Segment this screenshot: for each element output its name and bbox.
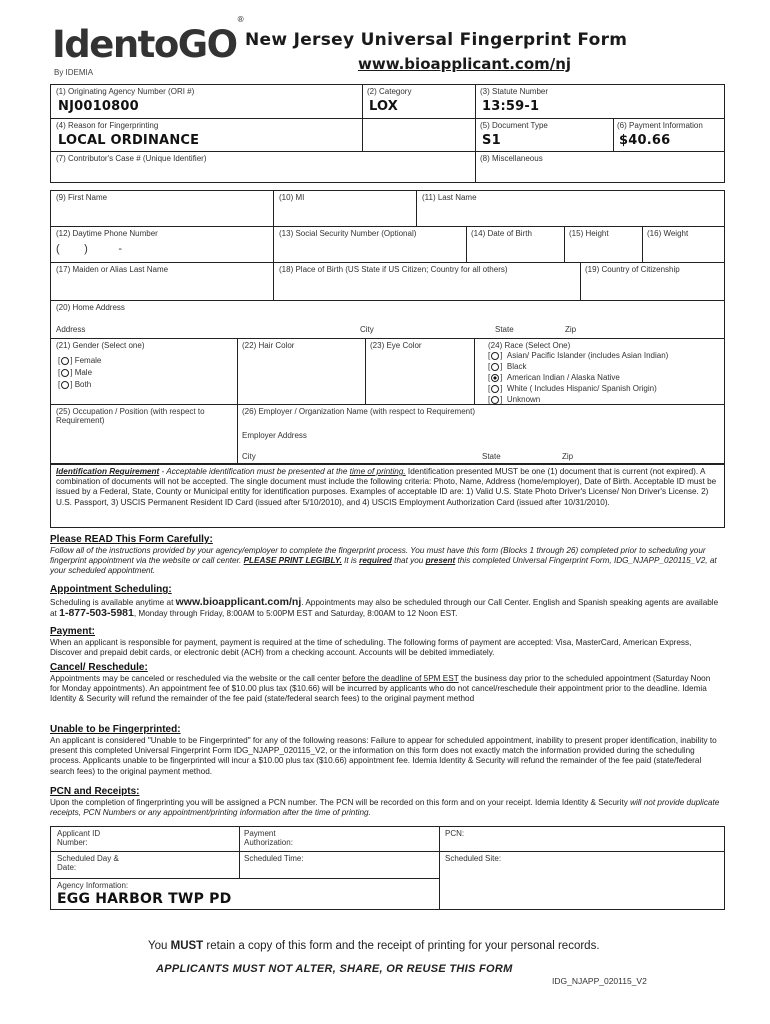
employer-state-label: State [482,452,501,461]
payment-text: When an applicant is responsible for payment, payment is required at the time of scheduling. The following forms of payment are accepted: Visa, MasterCard, American Express, Discover and prepaid debit cards, or electronic debit (ACH) from a checking account. Accounts will be debited immediately. [50,638,692,658]
payment-auth-label: Payment Authorization: [244,829,293,848]
weight-label: (16) Weight [647,229,689,238]
read-text: Follow all of the instructions provided by your agency/employer to complete the fingerprint process. You must have this form (Blocks 1 through 26) completed prior to scheduling your fingerprint appointment via the website or call center. PLEASE PRINT LEGIBLY. It is required that you present this completed Universal Fingerprint Form, IDG_NJAPP_020115_V2, at your scheduled appointment. [50,546,717,576]
call-center-phone: 1-877-503-5981 [59,607,134,620]
doc-type-value[interactable]: S1 [482,133,501,148]
scheduled-site-label: Scheduled Site: [445,854,502,863]
first-name-label: (9) First Name [56,193,108,202]
birthplace-label: (18) Place of Birth (US State if US Citizen; Country for all others) [279,265,508,274]
reason-label: (4) Reason for Fingerprinting [56,121,159,130]
pcn-heading: PCN and Receipts: [50,786,140,797]
statute-value[interactable]: 13:59-1 [482,99,540,114]
maiden-name-label: (17) Maiden or Alias Last Name [56,265,169,274]
unable-text: An applicant is considered "Unable to be Fingerprinted" for any of the following reasons: Failure to appear for scheduled appointment, inability to present proper identification, inability to present this completed Universal Fingerprint Form IDG_NJAPP_020115_V2, or the information on this form does not exactly match the information provided during the scheduling process. Applicants unable to be fingerprinted will incur a $10.00 plus tax ($10.66) appointment fee. Idemia Identity & Security will refund the remainder of the fee paid (state/federal search fees) to the original payment method. [50,736,717,776]
hair-color-label: (22) Hair Color [242,341,295,350]
ori-value[interactable]: NJ0010800 [58,99,139,114]
employer-city-label: City [242,452,256,461]
unable-heading: Unable to be Fingerprinted: [50,724,181,735]
doc-type-label: (5) Document Type [480,121,548,130]
form-url[interactable]: www.bioapplicant.com/nj [358,55,572,73]
city-label: City [360,325,374,334]
read-heading: Please READ This Form Carefully: [50,534,213,545]
mi-label: (10) MI [279,193,305,202]
agency-info-value[interactable]: EGG HARBOR TWP PD [57,891,232,907]
id-requirement-text: Identification Requirement - Acceptable identification must be presented at the time of printing. Identification presented MUST be one (1) document that is current (not expired). A combination of documents will not be accepted. The single document must include the following criteria: Photo, Name, Address (home/employer), Date of Birth. Acceptable ID must be issued by a Federal, State, County or Municipal entity for identification purposes. Examples of acceptable ID are: 1) Valid U.S. State Photo Driver's License/ Non Driver's License. 2) U.S. Passport, 3) USCIS Permanent Resident ID Card (issued after 5/10/2010), and 4) USCIS Employment Authorization Card (issued after 10/31/2010). [56,467,717,507]
payment-info-label: (6) Payment Information [617,121,703,130]
applicant-id-label: Applicant ID Number: [57,829,101,848]
dob-label: (14) Date of Birth [471,229,532,238]
category-label: (2) Category [367,87,412,96]
scheduled-time-label: Scheduled Time: [244,854,304,863]
retain-notice: You MUST retain a copy of this form and the receipt of printing for your personal records. [148,940,600,952]
address-label: Address [56,325,86,334]
category-value[interactable]: LOX [369,99,399,114]
pcn-label: PCN: [445,829,465,838]
race-option-black[interactable]: [ ] Black [488,362,527,371]
phone-label: (12) Daytime Phone Number [56,229,158,238]
employer-label: (26) Employer / Organization Name (with respect to Requirement) [242,407,475,416]
payment-info-value[interactable]: $40.66 [619,133,671,148]
reason-value[interactable]: LOCAL ORDINANCE [58,133,200,148]
race-option-american-indian[interactable]: [ ] American Indian / Alaska Native [488,373,620,382]
cancel-text: Appointments may be canceled or rescheduled via the website or the call center before the deadline of 5PM EST the business day prior to the scheduled appointment (Saturday Noon for Monday appointments). An appointment fee of $10.00 plus tax ($10.66) will be incurred by applicants who do not cancel/reschedule their appointment prior to the deadline. Idemia Identity & Security will refund the remainder of the fee paid (state/federal search fees) to the original payment method [50,674,711,704]
employer-address-label: Employer Address [242,431,307,440]
phone-format[interactable]: ( ) - [56,243,122,255]
race-option-unknown[interactable]: [ ] Unknown [488,395,541,404]
form-id: IDG_NJAPP_020115_V2 [552,976,647,986]
payment-heading: Payment: [50,626,96,637]
gender-option-female[interactable]: [ ] Female [58,356,102,365]
identogo-logo: IdentoGO® [52,14,245,66]
pcn-text: Upon the completion of fingerprinting you will be assigned a PCN number. The PCN will be recorded on this form and on your receipt. Idemia Identity & Security will not provide duplicate receipts, PCN Numbers or any appointment/printing information after the time of printing. [50,798,720,818]
no-alter-warning: APPLICANTS MUST NOT ALTER, SHARE, OR REUSE THIS FORM [156,963,513,975]
race-label: (24) Race (Select One) [488,341,571,350]
gender-option-male[interactable]: [ ] Male [58,368,93,377]
scheduled-date-label: Scheduled Day & Date: [57,854,119,873]
race-option-white[interactable]: [ ] White ( Includes Hispanic/ Spanish Origin) [488,384,657,393]
state-label: State [495,325,514,334]
ori-label: (1) Originating Agency Number (ORI #) [56,87,195,96]
appointment-text: Scheduling is available anytime at www.bioapplicant.com/nj. Appointments may also be scheduled through our Call Center. English and Spanish speaking agents are available at 1-877-503-5981, Monday through Friday, 8:00AM to 5:00PM EST and Saturday, 8:00AM to 12 Noon EST. [50,596,719,620]
home-address-label: (20) Home Address [56,303,125,312]
occupation-label: (25) Occupation / Position (with respect to Requirement) [56,407,205,426]
logo-byline: By IDEMIA [54,68,94,77]
gender-option-both[interactable]: [ ] Both [58,380,92,389]
zip-label: Zip [565,325,577,334]
employer-zip-label: Zip [562,452,574,461]
cancel-heading: Cancel/ Reschedule: [50,662,148,673]
appointment-heading: Appointment Scheduling: [50,584,172,595]
height-label: (15) Height [569,229,609,238]
case-number-label: (7) Contributor's Case # (Unique Identifier) [56,154,207,163]
citizenship-label: (19) Country of Citizenship [585,265,680,274]
last-name-label: (11) Last Name [422,193,477,202]
form-title: New Jersey Universal Fingerprint Form [245,30,628,50]
eye-color-label: (23) Eye Color [370,341,422,350]
scheduling-link[interactable]: www.bioapplicant.com/nj [175,596,302,608]
misc-label: (8) Miscellaneous [480,154,543,163]
agency-info-label: Agency Information: [57,881,129,890]
statute-label: (3) Statute Number [480,87,549,96]
race-option-asian[interactable]: [ ] Asian/ Pacific Islander (includes Asian Indian) [488,351,669,360]
ssn-label: (13) Social Security Number (Optional) [279,229,417,238]
gender-label: (21) Gender (Select one) [56,341,145,350]
